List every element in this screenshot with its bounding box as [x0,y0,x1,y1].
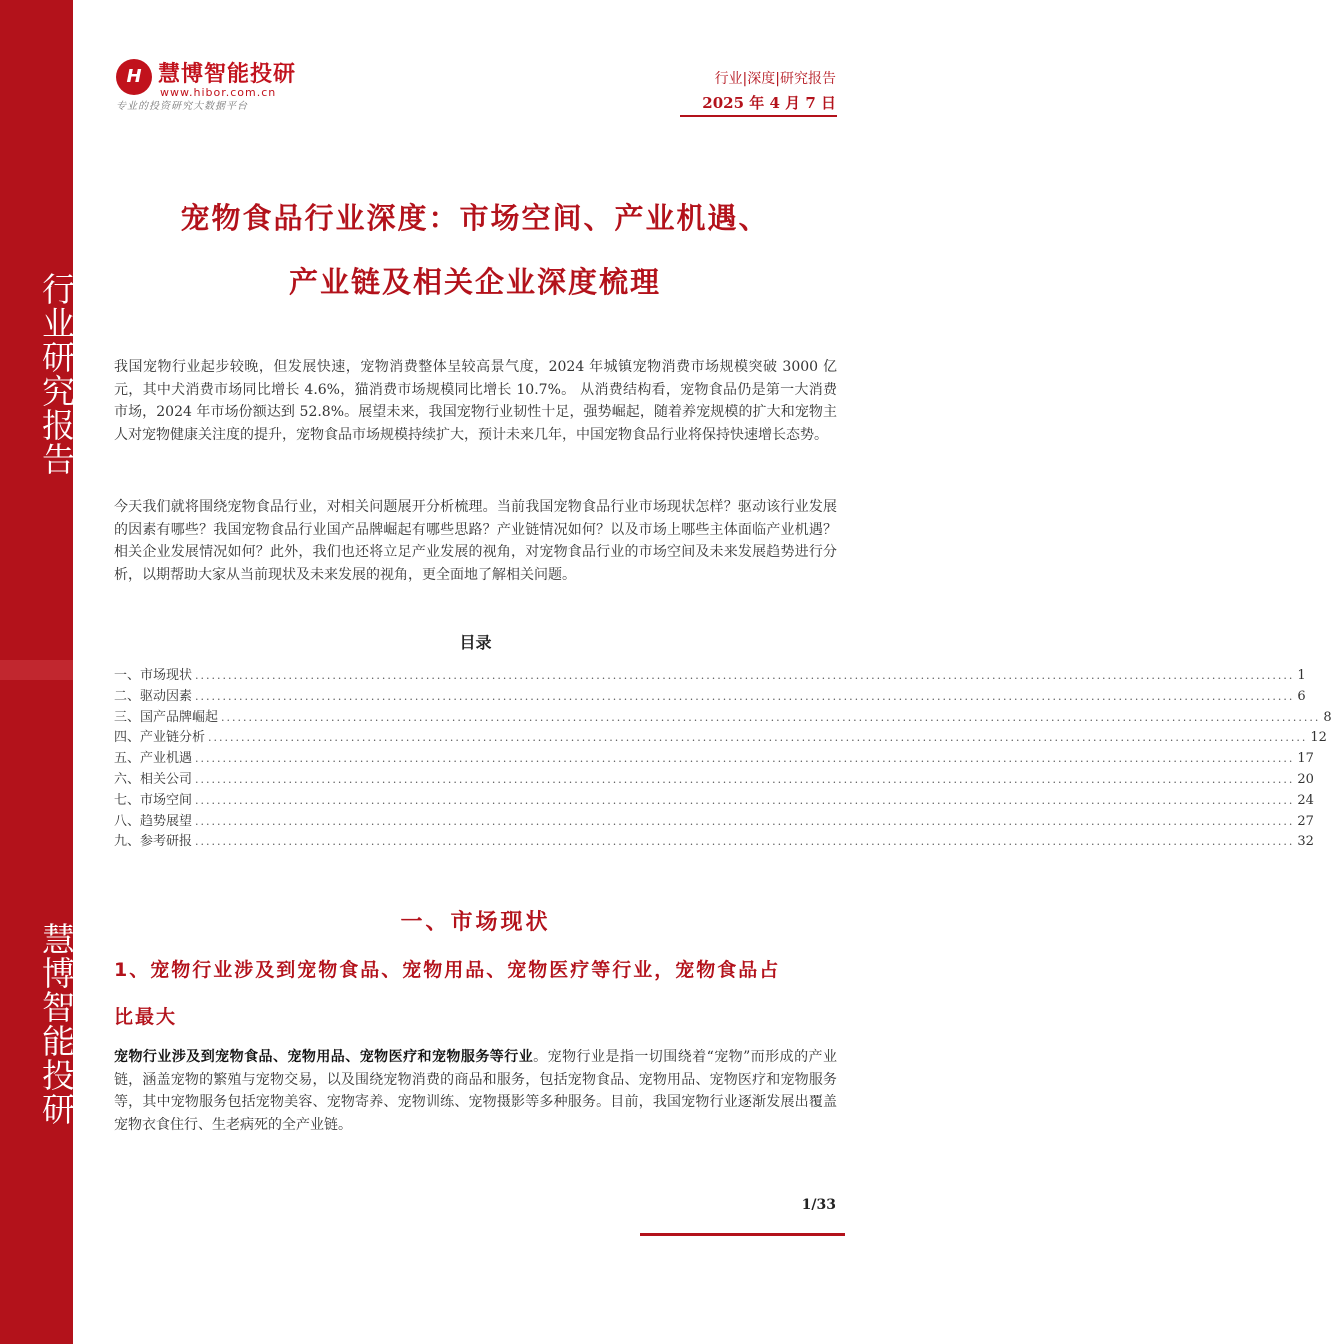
toc-item-page: 8 [1323,709,1332,725]
section-body-paragraph [114,1046,837,1136]
sidebar [0,0,76,1344]
toc-item-label: 六、相关公司 [114,771,193,787]
toc-leader-dots: ........................................................................................................................................................................................................ [221,710,1321,724]
table-of-contents [114,664,1332,851]
toc-item-label: 七、市场空间 [114,792,193,808]
report-title-line-1: 宠物食品行业深度：市场空间、产业机遇、 [180,201,770,235]
toc-item-page: 27 [1297,813,1314,829]
sidebar-top-text: 行业研究报告 [37,272,76,476]
toc-leader-dots: ........................................................................................................................................................................................................ [195,689,1295,703]
header-divider [680,115,837,117]
footer-divider [640,1233,845,1236]
toc-item-page: 6 [1297,688,1306,704]
logo-mark-icon: H [116,59,152,95]
toc-item-label: 九、参考研报 [114,834,193,850]
report-header [702,68,836,113]
section-body-lead: 宠物行业涉及到宠物食品、宠物用品、宠物医疗和宠物服务等行业 [114,1049,534,1065]
toc-item[interactable] [114,685,1306,706]
sidebar-bottom-text: 慧博智能投研 [37,922,76,1126]
logo-url: www.hibor.com.cn [160,86,277,99]
section-title: 一、市场现状 [400,910,551,935]
toc-item-page: 17 [1297,751,1314,767]
toc-item[interactable] [114,789,1314,810]
toc-item-label: 二、驱动因素 [114,688,193,704]
sidebar-band [0,660,73,680]
toc-item[interactable] [114,830,1314,851]
intro-paragraph-1: 我国宠物行业起步较晚，但发展快速，宠物消费整体呈较高景气度，2024 年城镇宠物消费市场规模突破 3000 亿元，其中犬消费市场同比增长 4.6%，猫消费市场规模同比增长 10.7%。 从消费结构看，宠物食品仍是第一大消费市场，2024 年市场份额达到 52.8%。展望未来，我国宠物行业韧性十足，强势崛起，随着养宠规模的扩大和宠物主人对宠物健康关注度的提升，宠物食品市场规模持续扩大，预计未来几年，中国宠物食品行业将保持快速增长态势。 [114,359,837,443]
toc-item[interactable] [114,664,1306,685]
logo-name: 慧博智能投研 [158,62,297,87]
logo-slogan: 专业的投资研究大数据平台 [116,101,248,112]
toc-leader-dots: ........................................................................................................................................................................................................ [195,835,1295,849]
toc-item-page: 1 [1297,668,1306,683]
toc-item[interactable] [114,810,1314,831]
toc-item-label: 五、产业机遇 [114,751,193,767]
toc-leader-dots: ........................................................................................................................................................................................................ [195,793,1295,807]
subsection-title-line-2: 比最大 [114,1006,178,1028]
toc-item-page: 24 [1297,792,1314,808]
section-body-text: 。宠物行业是指一切围绕着“宠物”而形成的产业链，涵盖宠物的繁殖与宠物交易，以及围绕宠物消费的商品和服务，包括宠物食品、宠物用品、宠物医疗和宠物服务等，其中宠物服务包括宠物美容、宠物寄养、宠物训练、宠物摄影等多种服务。目前，我国宠物行业逐渐发展出覆盖宠物衣食住行、生老病死的全产业链。 [114,1049,837,1133]
toc-leader-dots: ........................................................................................................................................................................................................ [195,669,1295,682]
toc-item[interactable] [114,747,1314,768]
toc-item-label: 四、产业链分析 [114,730,206,746]
subsection-title-line-1: 1、宠物行业涉及到宠物食品、宠物用品、宠物医疗等行业，宠物食品占 [114,959,781,981]
toc-item-label: 八、趋势展望 [114,813,193,829]
toc-leader-dots: ........................................................................................................................................................................................................ [208,731,1308,745]
toc-leader-dots: ........................................................................................................................................................................................................ [195,752,1295,766]
toc-item-label: 一、市场现状 [114,668,193,683]
toc-leader-dots: ........................................................................................................................................................................................................ [195,772,1295,786]
toc-item[interactable] [114,768,1314,789]
document-date: 2025 年 4 月 7 日 [702,94,836,112]
report-title-line-2: 产业链及相关企业深度梳理 [288,265,661,299]
toc-item[interactable] [114,706,1332,727]
toc-heading: 目录 [459,633,492,652]
brand-logo[interactable] [116,57,316,113]
intro-paragraph-2: 今天我们就将围绕宠物食品行业，对相关问题展开分析梳理。当前我国宠物食品行业市场现状怎样？驱动该行业发展的因素有哪些？我国宠物食品行业国产品牌崛起有哪些思路？产业链情况如何？以及市场上哪些主体面临产业机遇？相关企业发展情况如何？此外，我们也还将立足产业发展的视角，对宠物食品行业的市场空间及未来发展趋势进行分析，以期帮助大家从当前现状及未来发展的视角，更全面地了解相关问题。 [114,499,837,583]
document-type: 行业|深度|研究报告 [714,71,836,87]
toc-item-page: 12 [1310,730,1327,746]
toc-item-label: 三、国产品牌崛起 [114,709,219,725]
toc-item-page: 20 [1297,771,1314,787]
toc-leader-dots: ........................................................................................................................................................................................................ [195,814,1295,828]
page-number: 1/33 [801,1197,836,1213]
toc-item-page: 32 [1297,834,1314,850]
toc-item[interactable] [114,726,1327,747]
